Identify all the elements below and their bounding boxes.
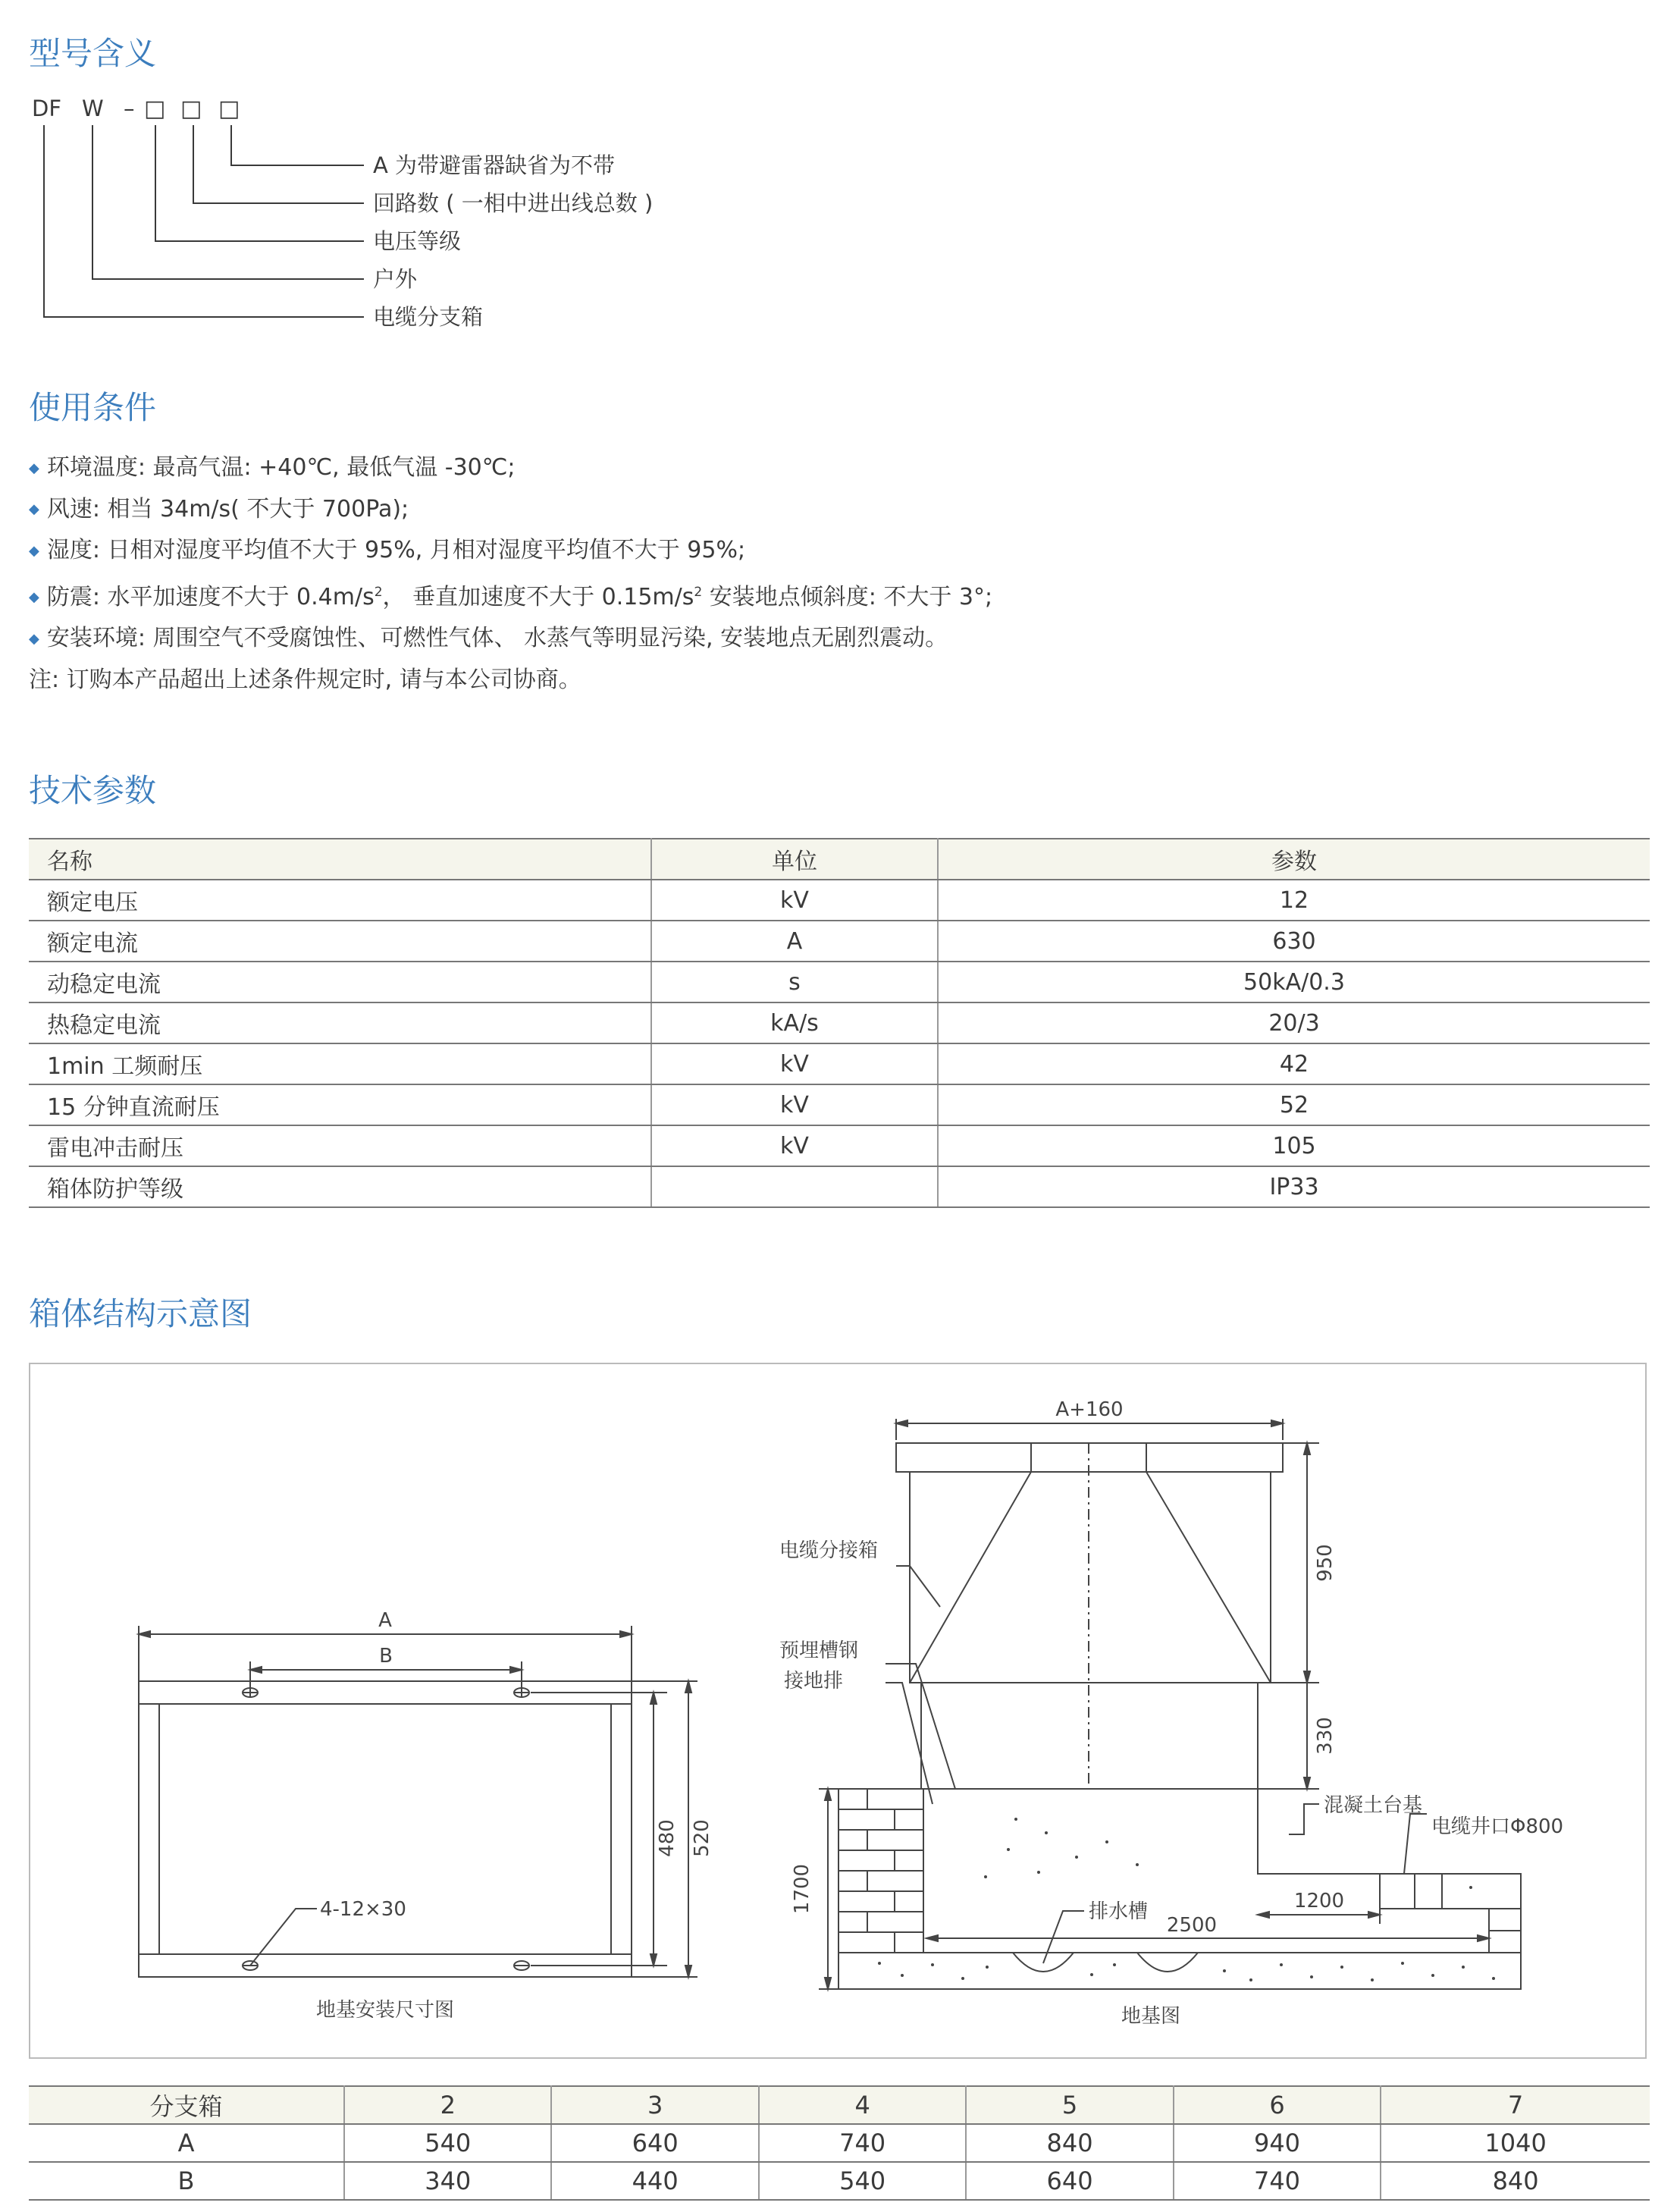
code-dash: – [124,96,135,121]
structure-drawing [30,1364,1648,2060]
section-title-params: 技术参数 [29,772,157,809]
bullet-icon: ◆ [29,501,39,517]
leader-lines [44,125,364,317]
table-row: 箱体防护等级 IP33 [29,1166,1650,1207]
table-row: 雷电冲击耐压 kV 105 [29,1125,1650,1166]
meaning-circuits: 回路数 ( 一相中进出线总数 ) [373,190,654,216]
table-row: 1min 工频耐压 kV 42 [29,1043,1650,1084]
header-value: 参数 [938,839,1650,880]
bullet-icon: ◆ [29,542,39,559]
bullet-icon: ◆ [29,460,39,476]
bullet-icon: ◆ [29,630,39,647]
section-title-model: 型号含义 [29,35,157,72]
conditions-note: 注: 订购本产品超出上述条件规定时, 请与本公司协商。 [29,666,581,693]
condition-humidity: ◆ 湿度: 日相对湿度平均值不大于 95%, 月相对湿度平均值不大于 95%; [29,537,746,563]
branch-size-table [29,2085,1650,2201]
table-row: 15 分钟直流耐压 kV 52 [29,1084,1650,1125]
condition-quake: ◆ 防震: 水平加速度不大于 $0.4m/s^2$， 垂直加速度不大于 $0.15m/s^2$ 安装地点倾斜度: 不大于 3°; [29,583,993,610]
foundation-plan [139,1626,697,1977]
label-cable-well: 电缆井口Φ800 [1431,1815,1564,1838]
concrete-speckles [878,1818,1495,1981]
bullet-icon: ◆ [29,589,39,605]
params-header-row [29,839,1650,880]
condition-environment: ◆ 安装环境: 周围空气不受腐蚀性、可燃性气体、 水蒸气等明显污染, 安装地点无剧烈震动。 [29,625,948,651]
dim-a160-label: A+160 [1055,1398,1124,1421]
dim-2500-label: 2500 [1166,1914,1218,1937]
model-code-diagram [30,91,788,349]
table-row: 额定电压 kV 12 [29,880,1650,921]
label-channel-steel: 预埋槽钢 [779,1639,859,1662]
params-table [29,838,1650,1208]
code-box-circuits: □ [180,96,202,122]
label-drain: 排水槽 [1089,1900,1149,1923]
dim-480-label: 480 [656,1819,679,1857]
meaning-outdoor: 户外 [373,266,418,292]
table-row: 额定电流 A 630 [29,921,1650,962]
table-row: A 540 640 740 840 940 1040 [29,2124,1650,2162]
hole-spec-label: 4-12×30 [320,1898,406,1921]
condition-temperature: ◆ 环境温度: 最高气温: +40℃, 最低气温 -30℃; [29,454,516,481]
dim-1200-label: 1200 [1293,1890,1345,1912]
foundation-section-caption: 地基图 [1121,2005,1181,2028]
dim-520-label: 520 [691,1819,713,1857]
meaning-cable-box: 电缆分支箱 [373,304,484,330]
section-title-conditions: 使用条件 [29,389,157,426]
dim-950-label: 950 [1314,1544,1337,1582]
label-cable-box: 电缆分接箱 [779,1539,879,1562]
table-row: 热稳定电流 kA/s 20/3 [29,1002,1650,1043]
header-name: 名称 [29,839,651,880]
conditions-list [29,447,992,701]
structure-drawing-frame [29,1363,1647,2059]
dim-b-label: B [379,1645,393,1668]
section-title-structure: 箱体结构示意图 [29,1295,252,1332]
dim-a-label: A [378,1609,392,1632]
condition-wind: ◆ 风速: 相当 34m/s( 不大于 700Pa); [29,495,409,522]
code-w: W [82,96,104,121]
dim-1700-label: 1700 [791,1863,813,1915]
table-row: B 340 440 540 640 740 840 [29,2162,1650,2200]
code-box-arrester: □ [218,96,240,122]
label-concrete-base: 混凝土台基 [1324,1794,1423,1817]
branch-header-row: 分支箱 2 3 4 5 6 7 [29,2086,1650,2124]
meaning-voltage: 电压等级 [373,228,462,254]
dim-330-label: 330 [1314,1717,1337,1755]
table-row: 动稳定电流 s 50kA/0.3 [29,962,1650,1002]
label-ground-bar: 接地排 [784,1670,844,1693]
foundation-section [819,1419,1521,1989]
foundation-plan-caption: 地基安装尺寸图 [315,1999,455,2022]
code-df: DF [32,96,62,121]
header-unit: 单位 [651,839,938,880]
meaning-arrester: A 为带避雷器缺省为不带 [373,152,616,178]
code-box-voltage: □ [144,96,166,122]
